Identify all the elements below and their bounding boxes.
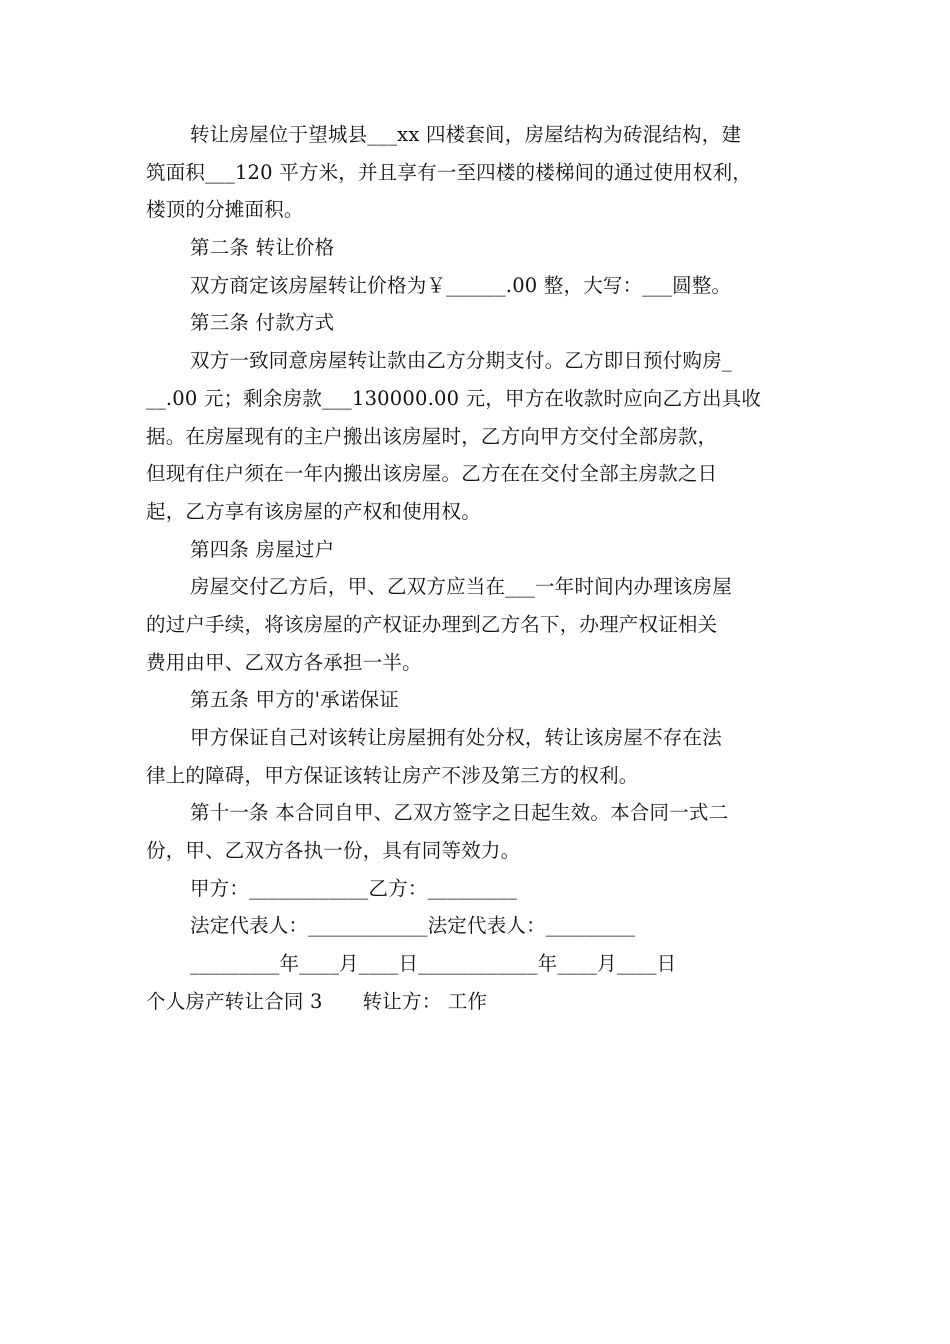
signature-line: 甲方：____________乙方：_________ xyxy=(190,876,518,900)
article-heading: 第三条 付款方式 xyxy=(190,311,335,335)
transferor-value: 工作 xyxy=(447,989,488,1013)
date-line: _________年____月____日____________年____月____日 xyxy=(190,952,677,976)
article-heading: 第五条 甲方的'承诺保证 xyxy=(190,688,399,712)
paragraph-line: 房屋交付乙方后，甲、乙双方应当在___一年时间内办理该房屋 xyxy=(190,575,733,599)
paragraph-line: 转让房屋位于望城县___xx 四楼套间，房屋结构为砖混结构，建 xyxy=(190,123,742,146)
paragraph-line: 第十一条 本合同自甲、乙双方签字之日起生效。本合同一式二 xyxy=(190,801,729,825)
representative-line: 法定代表人：____________法定代表人：_________ xyxy=(190,914,636,938)
paragraph-line: 律上的障碍，甲方保证该转让房产不涉及第三方的权利。 xyxy=(146,763,639,787)
next-document-header xyxy=(146,983,816,1021)
paragraph-line: 起，乙方享有该房屋的产权和使用权。 xyxy=(146,499,481,523)
paragraph-line: 甲方保证自己对该转让房屋拥有处分权，转让该房屋不存在法 xyxy=(190,726,722,749)
paragraph-line: __.00 元；剩余房款___130000.00 元，甲方在收款时应向乙方出具收 xyxy=(146,386,762,410)
next-document-title: 个人房产转让合同 3 xyxy=(146,989,323,1013)
paragraph-line: 楼顶的分摊面积。 xyxy=(146,198,304,222)
document-page xyxy=(146,116,816,1021)
paragraph-line: 费用由甲、乙双方各承担一半。 xyxy=(146,650,422,674)
article-heading: 第四条 房屋过户 xyxy=(190,537,335,561)
paragraph-line: 双方一致同意房屋转让款由乙方分期支付。乙方即日预付购房_ xyxy=(190,349,732,373)
paragraph-line: 但现有住户须在一年内搬出该房屋。乙方在在交付全部主房款之日 xyxy=(146,462,718,486)
article-heading: 第二条 转让价格 xyxy=(190,236,335,260)
paragraph-line: 的过户手续，将该房屋的产权证办理到乙方名下，办理产权证相关 xyxy=(146,612,718,636)
paragraph-line: 份，甲、乙双方各执一份，具有同等效力。 xyxy=(146,839,521,863)
transferor-label: 转让方： xyxy=(362,989,442,1013)
paragraph-line: 据。在房屋现有的主户搬出该房屋时，乙方向甲方交付全部房款， xyxy=(146,424,718,448)
paragraph-line: 双方商定该房屋转让价格为￥______.00 整，大写：___圆整。 xyxy=(190,273,732,297)
paragraph-line: 筑面积___120 平方米，并且享有一至四楼的楼梯间的通过使用权利， xyxy=(146,160,752,184)
